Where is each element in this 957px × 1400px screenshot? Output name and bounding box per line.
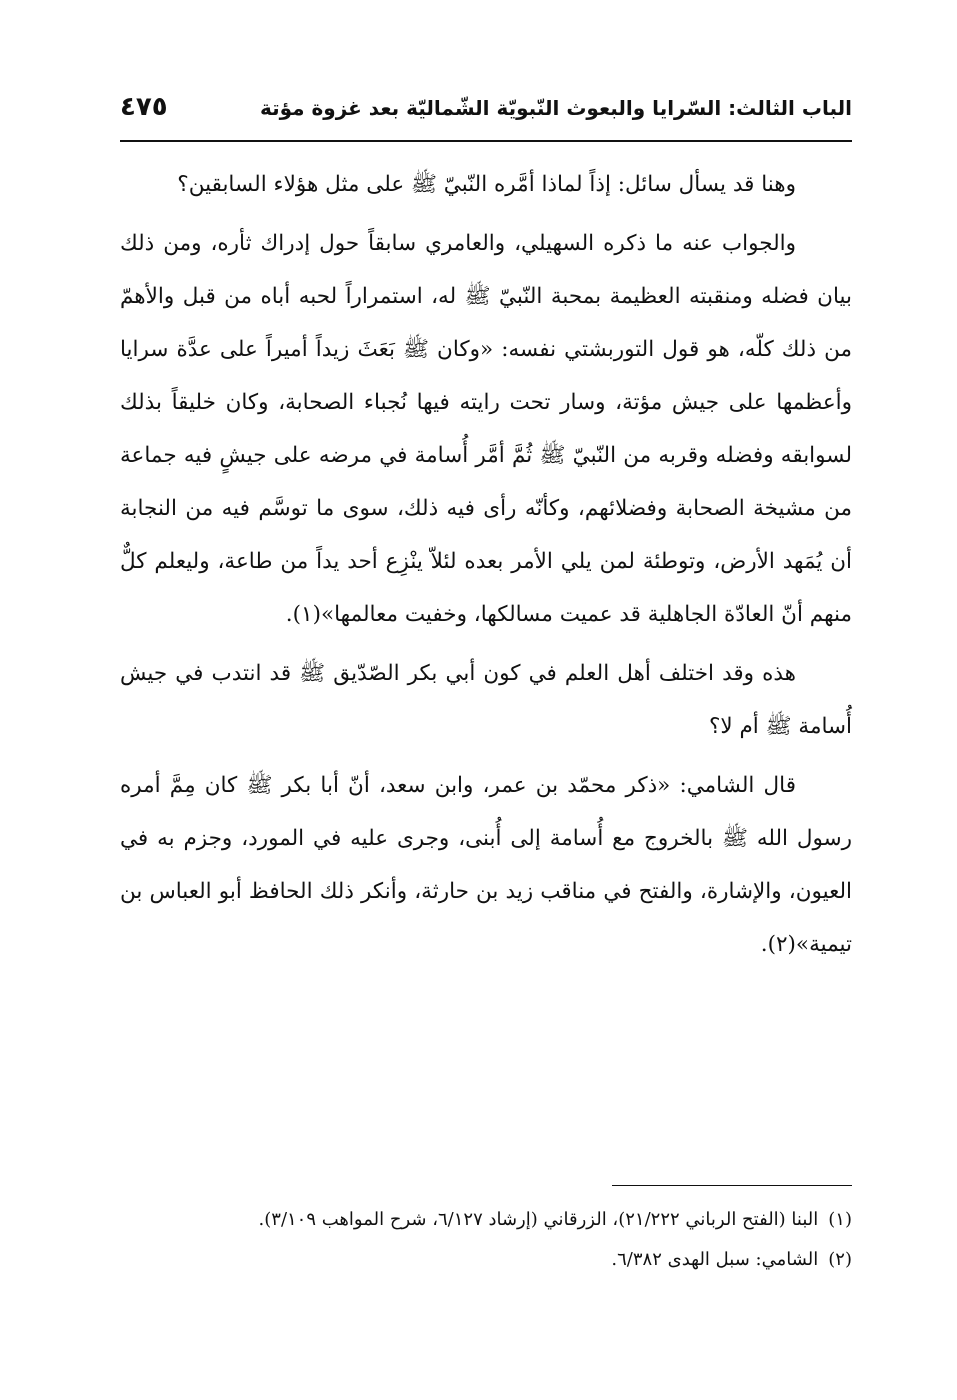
book-page <box>120 80 852 1320</box>
paragraph: قال الشامي: «ذكر محمّد بن عمر، وابن سعد، أنّ أبا بكر ﷺ كان مِمَّ أمره رسول الله ﷺ بالخروج مع أُسامة إلى أُبنى، وجرى عليه في المورد، وجزم به في العيون، والإشارة، والفتح في مناقب زيد بن حارثة، وأنكر ذلك الحافظ أبو العباس بن تيمية»(٢). <box>120 773 852 957</box>
paragraph: هذه وقد اختلف أهل العلم في كون أبي بكر الصّدّيق ﷺ قد انتدب في جيش أُسامة ﷺ أم لا؟ <box>120 661 852 739</box>
paragraph: وهنا قد يسأل سائل: إذاً لماذا أمَّره النّبيّ ﷺ على مثل هؤلاء السابقين؟ <box>177 172 796 197</box>
footnote-number: (١) <box>828 1209 852 1230</box>
running-header <box>120 90 852 134</box>
footnote-text: البنا (الفتح الرباني ٢١/٢٢٢)، الزرقاني (إرشاد ٦/١٢٧، شرح المواهب ٣/١٠٩). <box>258 1209 819 1230</box>
paragraph: والجواب عنه ما ذكره السهيلي، والعامري سابقاً حول إدراك ثأره، ومن ذلك بيان فضله ومنقبته العظيمة بمحبة النّبيّ ﷺ له، استمراراً لحبه أباه من قبل والأهمّ من ذلك كلّه، هو قول التوربشتي نفسه: «وكان ﷺ بَعَثَ زيداً أميراً على عدَّة سرايا وأعظمها على جيش مؤتة، وسار تحت رايته فيها نُجباء الصحابة، وكان خليقاً بذلك لسوابقه وفضله وقربه من النّبيّ ﷺ ثُمَّ أمَّر أُسامة في مرضه على جيشٍ فيه جماعة من مشيخة الصحابة وفضلائهم، وكأنّه رأى فيه ذلك، سوى ما توسَّم فيه من النجابة أن يُمَهد الأرض، وتوطئة لمن يلي الأمر بعده لئلاّ ينْزِع أحد يداً من طاعة، وليعلم كلٌّ منهم أنّ العادّة الجاهلية قد عميت مسالكها، وخفيت معالمها»(١). <box>120 231 852 627</box>
chapter-title: الباب الثالث: السّرايا والبعوث النّبويّة الشّماليّة بعد غزوة مؤتة <box>259 96 852 120</box>
footnotes <box>120 1200 852 1280</box>
footnote-text: الشامي: سبل الهدى ٦/٣٨٢. <box>611 1249 819 1270</box>
header-divider <box>120 140 852 142</box>
footnote <box>120 1200 852 1240</box>
footnote-divider <box>612 1185 852 1186</box>
page-number: ٤٧٥ <box>120 92 168 122</box>
footnote <box>120 1240 852 1280</box>
main-text <box>120 158 852 977</box>
footnote-number: (٢) <box>828 1249 852 1270</box>
